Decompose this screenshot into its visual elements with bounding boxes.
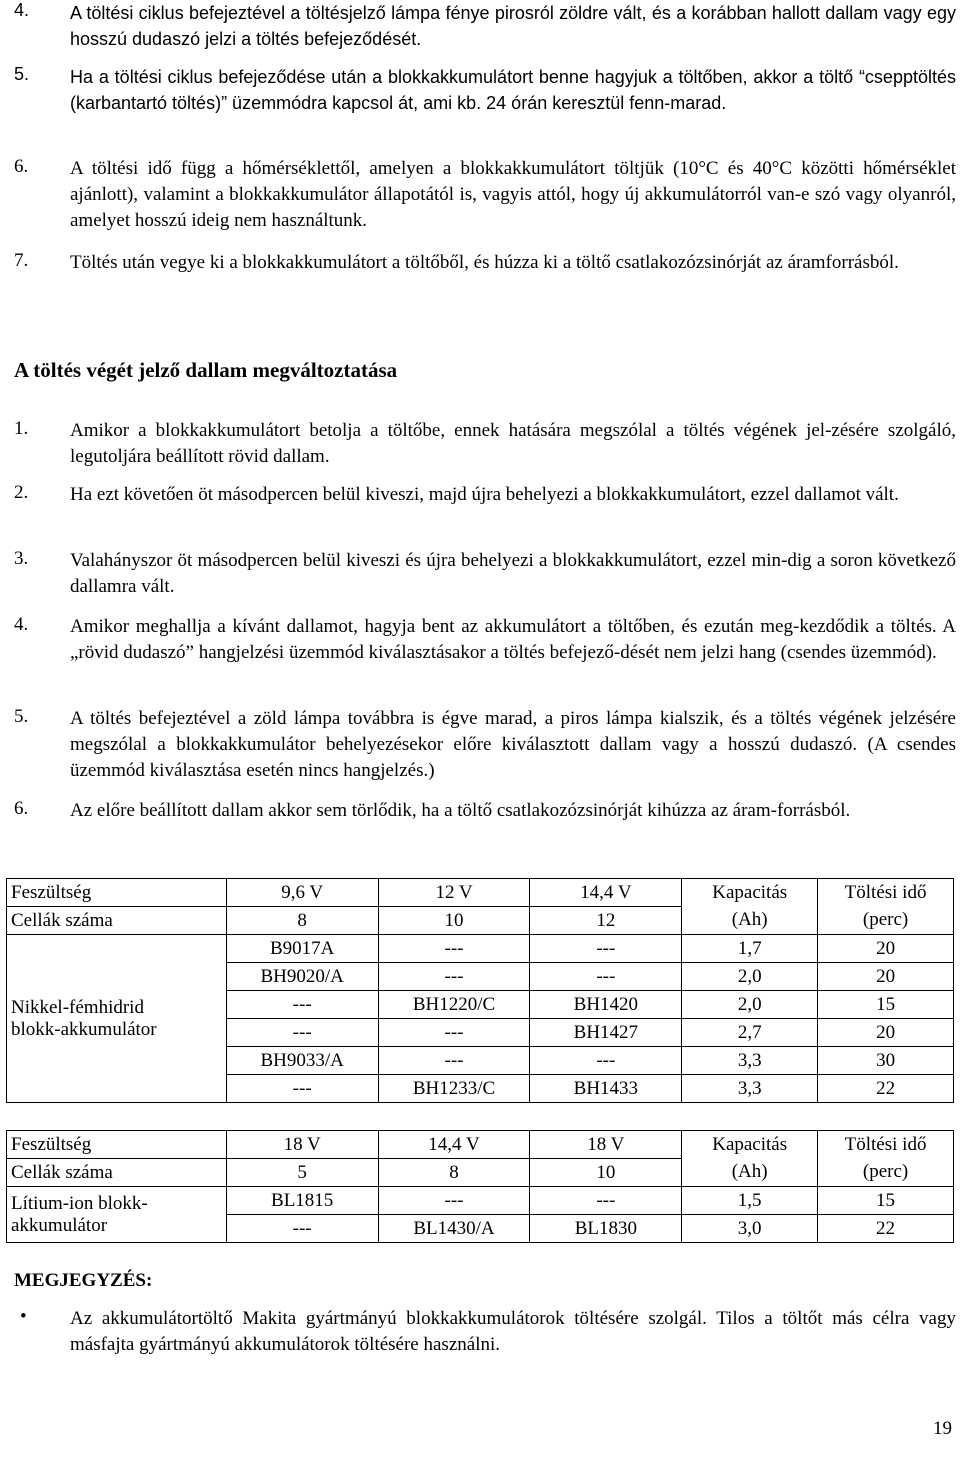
voltage-label: Feszültség: [7, 879, 227, 907]
melody-item-3: [14, 548, 956, 600]
table-cell: ---: [378, 935, 530, 963]
item-number: 5.: [14, 64, 30, 84]
item-text: Töltés után vegye ki a blokkakkumulátort a töltőből, és húzza ki a töltő csatlakozózsinórját az áramforrásból.: [70, 252, 899, 273]
group-label: [7, 935, 227, 1103]
table-row: [7, 879, 954, 907]
item-text: Az előre beállított dallam akkor sem törlődik, ha a töltő csatlakozózsinórját kihúzza az áram-forrásból.: [70, 800, 851, 821]
table-cell: 15: [818, 991, 954, 1019]
table-cell: 5: [226, 1159, 378, 1187]
note-item: [14, 1306, 956, 1358]
capacity-header-line: (Ah): [731, 1161, 768, 1182]
item-text: Amikor a blokkakkumulátort betolja a töltőbe, ennek hatására megszólal a töltés végének jel-zésére szolgáló, legutoljára beállított rövid dallam.: [70, 420, 956, 467]
table-cell: ---: [378, 963, 530, 991]
table-cell: 22: [818, 1215, 954, 1243]
nimh-battery-table: [6, 878, 954, 1103]
table-cell: 20: [818, 963, 954, 991]
note-text: Az akkumulátortöltő Makita gyártmányú blokkakkumulátorok töltésére szolgál. Tilos a töltőt más célra vagy másfajta gyártmányú akkumulátorok töltésére használni.: [70, 1308, 956, 1355]
item-text: A töltés befejeztével a zöld lámpa továbbra is égve marad, a piros lámpa kialszik, és a töltés végének jelzésére megszólal a blokkakkumulátor behelyezésekor előre kiválasztott dallam vagy a hosszú dudaszó. (A csendes üzemmód kiválasztása esetén nincs hangjelzés.): [70, 708, 956, 781]
cells-label: Cellák száma: [7, 907, 227, 935]
item-text: Ha ezt követően öt másodpercen belül kiveszi, majd újra behelyezi a blokkakkumulátort, ezzel dallamot vált.: [70, 484, 899, 505]
melody-item-1: [14, 418, 956, 470]
note-title: MEGJEGYZÉS:: [14, 1270, 153, 1291]
cells-label: Cellák száma: [7, 1159, 227, 1187]
table-cell: 30: [818, 1047, 954, 1075]
table-cell: ---: [530, 963, 682, 991]
table-cell: BL1830: [530, 1215, 682, 1243]
table-cell: 12 V: [378, 879, 530, 907]
table-cell: 8: [226, 907, 378, 935]
group-label-line: akkumulátor: [11, 1214, 108, 1236]
table-cell: BL1815: [226, 1187, 378, 1215]
table-cell: 15: [818, 1187, 954, 1215]
table-cell: ---: [226, 1019, 378, 1047]
table-cell: ---: [378, 1047, 530, 1075]
table-cell: BH1233/C: [378, 1075, 530, 1103]
item-number: 7.: [14, 250, 29, 271]
table-cell: 22: [818, 1075, 954, 1103]
group-label: [7, 1187, 227, 1243]
table-row: [7, 1187, 954, 1215]
group-label-line: Lítium-ion blokk-: [11, 1192, 148, 1214]
table-cell: 1,7: [682, 935, 818, 963]
table-cell: ---: [530, 1187, 682, 1215]
table-cell: 10: [530, 1159, 682, 1187]
capacity-header-line: Kapacitás: [712, 882, 788, 903]
table-cell: 1,5: [682, 1187, 818, 1215]
item-number: 4.: [14, 614, 29, 635]
table-cell: ---: [226, 1075, 378, 1103]
list-item-6: [14, 156, 956, 234]
item-text: Valahányszor öt másodpercen belül kiveszi és újra behelyezi a blokkakkumulátort, ezzel min-dig a soron következő dallamra vált.: [70, 550, 956, 597]
melody-item-5: [14, 706, 956, 784]
table-cell: BH1420: [530, 991, 682, 1019]
table-cell: 9,6 V: [226, 879, 378, 907]
item-number: 6.: [14, 798, 29, 819]
charge-time-header: [818, 1131, 954, 1187]
list-item-7: [14, 250, 956, 276]
item-text: Ha a töltési ciklus befejeződése után a blokkakkumulátort benne hagyjuk a töltőben, akkor a töltő “csepptöltés (karbantartó töltés)” üzemmódra kapcsol át, ami kb. 24 órán keresztül fenn-marad.: [70, 67, 956, 113]
item-text: A töltési ciklus befejeztével a töltésjelző lámpa fénye pirosról zöldre vált, és a korábban hallott dallam vagy egy hosszú dudaszó jelzi a töltés befejeződését.: [70, 3, 956, 49]
table-cell: 2,0: [682, 991, 818, 1019]
table-row: [7, 1131, 954, 1159]
table-cell: 20: [818, 1019, 954, 1047]
section-title: A töltés végét jelző dallam megváltoztatása: [14, 358, 398, 382]
charge-time-header-line: (perc): [862, 909, 909, 930]
table-cell: B9017A: [226, 935, 378, 963]
melody-item-6: [14, 798, 956, 824]
item-text: Amikor meghallja a kívánt dallamot, hagyja bent az akkumulátort a töltőben, és ezután meg-kezdődik a töltés. A „rövid dudaszó” hangjelzési üzemmód kiválasztásakor a töltés befejező-dését nem jelzi hang (csendes üzemmód).: [70, 616, 956, 663]
table-cell: BH9033/A: [226, 1047, 378, 1075]
table-cell: 8: [378, 1159, 530, 1187]
table-cell: 12: [530, 907, 682, 935]
table-cell: 3,3: [682, 1075, 818, 1103]
item-number: 6.: [14, 156, 29, 177]
group-label-line: Nikkel-fémhidrid: [11, 996, 144, 1018]
charge-time-header-line: Töltési idő: [844, 882, 927, 903]
group-label-line: blokk-akkumulátor: [11, 1018, 157, 1040]
capacity-header: [682, 879, 818, 935]
item-number: 5.: [14, 706, 29, 727]
charge-time-header-line: Töltési idő: [844, 1134, 927, 1155]
table-cell: 18 V: [226, 1131, 378, 1159]
melody-item-2: [14, 482, 956, 508]
list-item-4: [14, 0, 956, 52]
table-cell: 2,7: [682, 1019, 818, 1047]
table-cell: ---: [226, 991, 378, 1019]
table-cell: ---: [378, 1187, 530, 1215]
capacity-header-line: Kapacitás: [712, 1134, 788, 1155]
item-number: 4.: [14, 0, 30, 20]
table-cell: 14,4 V: [530, 879, 682, 907]
capacity-header: [682, 1131, 818, 1187]
table-cell: BH1220/C: [378, 991, 530, 1019]
charge-time-header-line: (perc): [862, 1161, 909, 1182]
table-cell: 3,3: [682, 1047, 818, 1075]
charge-time-header: [818, 879, 954, 935]
table-cell: 14,4 V: [378, 1131, 530, 1159]
list-item-5: [14, 64, 956, 116]
melody-item-4: [14, 614, 956, 666]
table-cell: 20: [818, 935, 954, 963]
table-cell: BH9020/A: [226, 963, 378, 991]
table-cell: 10: [378, 907, 530, 935]
table-cell: 2,0: [682, 963, 818, 991]
table-cell: ---: [226, 1215, 378, 1243]
table-cell: BH1427: [530, 1019, 682, 1047]
table-cell: BL1430/A: [378, 1215, 530, 1243]
voltage-label: Feszültség: [7, 1131, 227, 1159]
bullet-icon: •: [20, 1306, 27, 1327]
table-cell: 3,0: [682, 1215, 818, 1243]
table-cell: BH1433: [530, 1075, 682, 1103]
table-cell: ---: [378, 1019, 530, 1047]
item-number: 1.: [14, 418, 29, 439]
item-number: 3.: [14, 548, 29, 569]
table-cell: 18 V: [530, 1131, 682, 1159]
page-number: 19: [933, 1418, 952, 1439]
li-ion-battery-table: [6, 1130, 954, 1243]
table-cell: ---: [530, 935, 682, 963]
item-text: A töltési idő függ a hőmérséklettől, amelyen a blokkakkumulátort töltjük (10°C és 40°C közötti hőmérséklet ajánlott), valamint a blokkakkumulátor állapotától is, vagyis attól, hogy új akkumulátorról van-e szó vagy olyanról, amelyet hosszú ideig nem használtunk.: [70, 158, 956, 231]
capacity-header-line: (Ah): [731, 909, 768, 930]
table-cell: ---: [530, 1047, 682, 1075]
item-number: 2.: [14, 482, 29, 503]
table-row: [7, 935, 954, 963]
